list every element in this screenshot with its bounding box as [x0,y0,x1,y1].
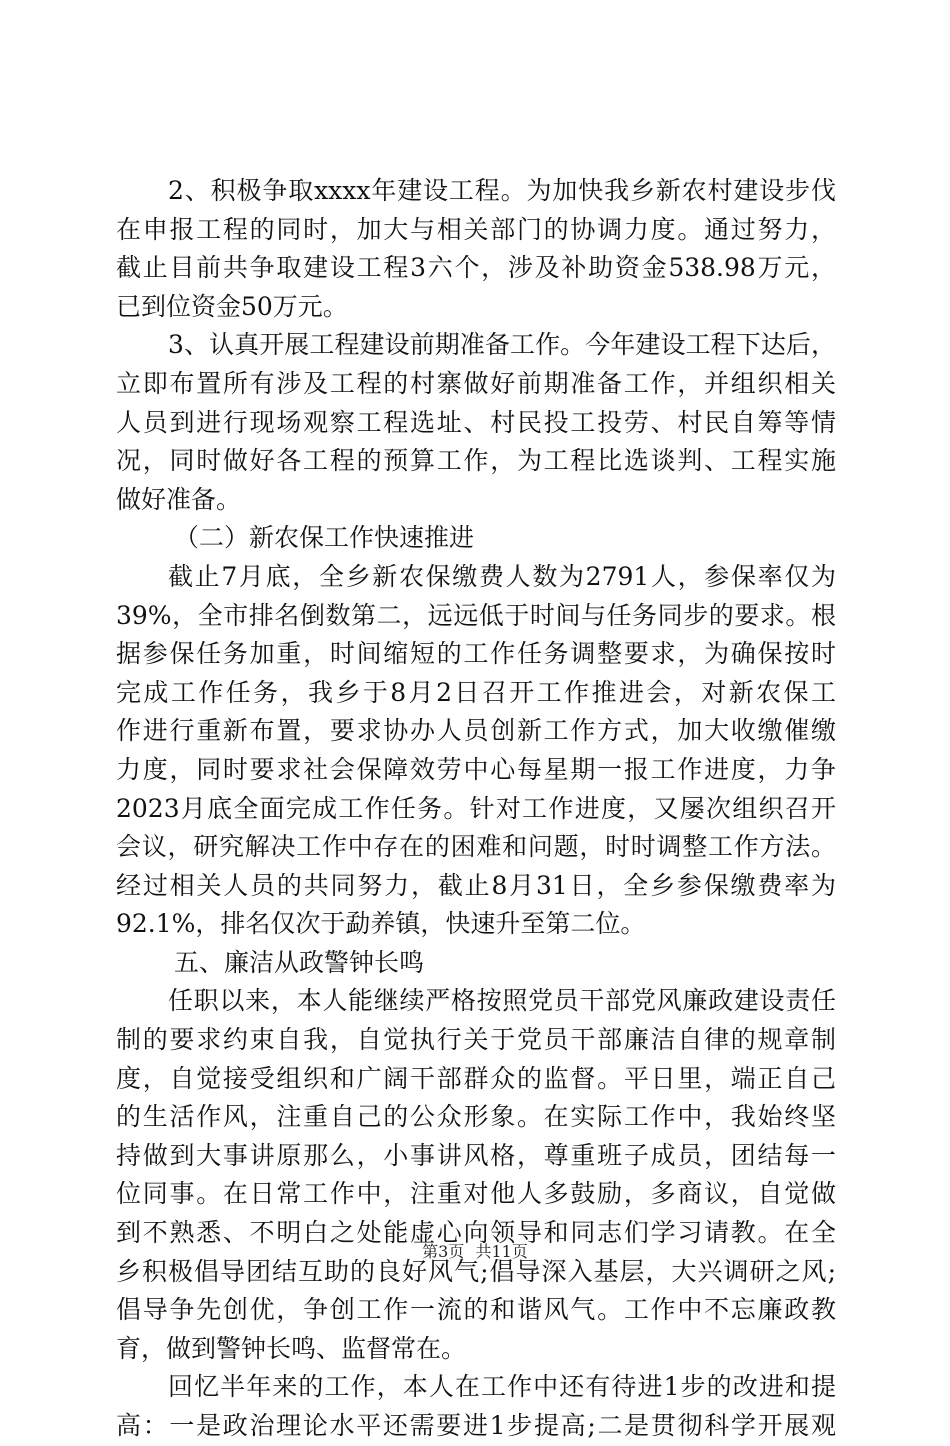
text-line: 2023月底全面完成工作任务。针对工作进度，又屡次组织召开 [116,793,836,823]
total-pages: 共11页 [475,1242,528,1261]
text-line: 制的要求约束自我，自觉执行关于党员干部廉洁自律的规章制 [116,1025,836,1055]
text-line: 立即布置所有涉及工程的村寨做好前期准备工作，并组织相关 [116,368,836,398]
text-line: 度，自觉接受组织和广阔干部群众的监督。平日里，端正自己 [116,1063,836,1093]
text-line: 人员到进行现场观察工程选址、村民投工投劳、村民自筹等情 [116,407,836,437]
text-line: 会议，研究解决工作中存在的困难和问题，时时调整工作方法。 [116,832,836,862]
text-line: 位同事。在日常工作中，注重对他人多鼓励，多商议，自觉做 [116,1179,836,1209]
text-line: 到不熟悉、不明白之处能虚心向领导和同志们学习请教。在全 [116,1218,836,1248]
text-line: 截止目前共争取建设工程3六个，涉及补助资金538.98万元， [116,253,836,283]
text-line: 92.1%，排名仅次于勐养镇，快速升至第二位。 [116,909,646,939]
text-line: 任职以来，本人能继续严格按照党员干部党风廉政建设责任 [168,986,836,1016]
text-line: 已到位资金50万元。 [116,291,348,321]
text-line: 倡导争先创优，争创工作一流的和谐风气。工作中不忘廉政教 [116,1295,836,1325]
text-line: 力度，同时要求社会保障效劳中心每星期一报工作进度，力争 [116,754,836,784]
section-heading: （二）新农保工作快速推进 [174,523,475,553]
page-number: 第3页 [422,1242,465,1261]
section-heading: 五、廉洁从政警钟长鸣 [174,947,425,977]
text-line: 持做到大事讲原那么，小事讲风格，尊重班子成员，团结每一 [116,1140,836,1170]
text-line: 3、认真开展工程建设前期准备工作。今年建设工程下达后， [168,330,836,360]
text-line: 做好准备。 [116,484,242,514]
text-line: 育，做到警钟长鸣、监督常在。 [116,1333,467,1363]
page-footer [0,1242,950,1262]
text-line: 的生活作风，注重自己的公众形象。在实际工作中，我始终坚 [116,1102,836,1132]
text-line: 2、积极争取xxxx年建设工程。为加快我乡新农村建设步伐 [168,176,836,205]
text-line: 截止7月底，全乡新农保缴费人数为2791人，参保率仅为 [168,561,836,591]
text-line: 完成工作任务，我乡于8月2日召开工作推进会，对新农保工 [116,677,836,707]
text-line: 作进行重新布置，要求协办人员创新工作方式，加大收缴催缴 [116,716,836,746]
text-line: 况，同时做好各工程的预算工作，为工程比选谈判、工程实施 [116,446,836,476]
text-line: 39%，全市排名倒数第二，远远低于时间与任务同步的要求。根 [116,600,836,630]
text-line: 据参保任务加重，时间缩短的工作任务调整要求，为确保按时 [116,639,836,669]
text-line: 乡积极倡导团结互助的良好风气;倡导深入基层，大兴调研之风; [116,1256,836,1286]
text-line: 在申报工程的同时，加大与相关部门的协调力度。通过努力， [116,214,836,244]
text-line: 高：一是政治理论水平还需要进1步提高;二是贯彻科学开展观 [116,1411,836,1440]
text-line: 回忆半年来的工作，本人在工作中还有待进1步的改进和提 [168,1372,836,1402]
text-line: 经过相关人员的共同努力，截止8月31日，全乡参保缴费率为 [116,870,836,900]
